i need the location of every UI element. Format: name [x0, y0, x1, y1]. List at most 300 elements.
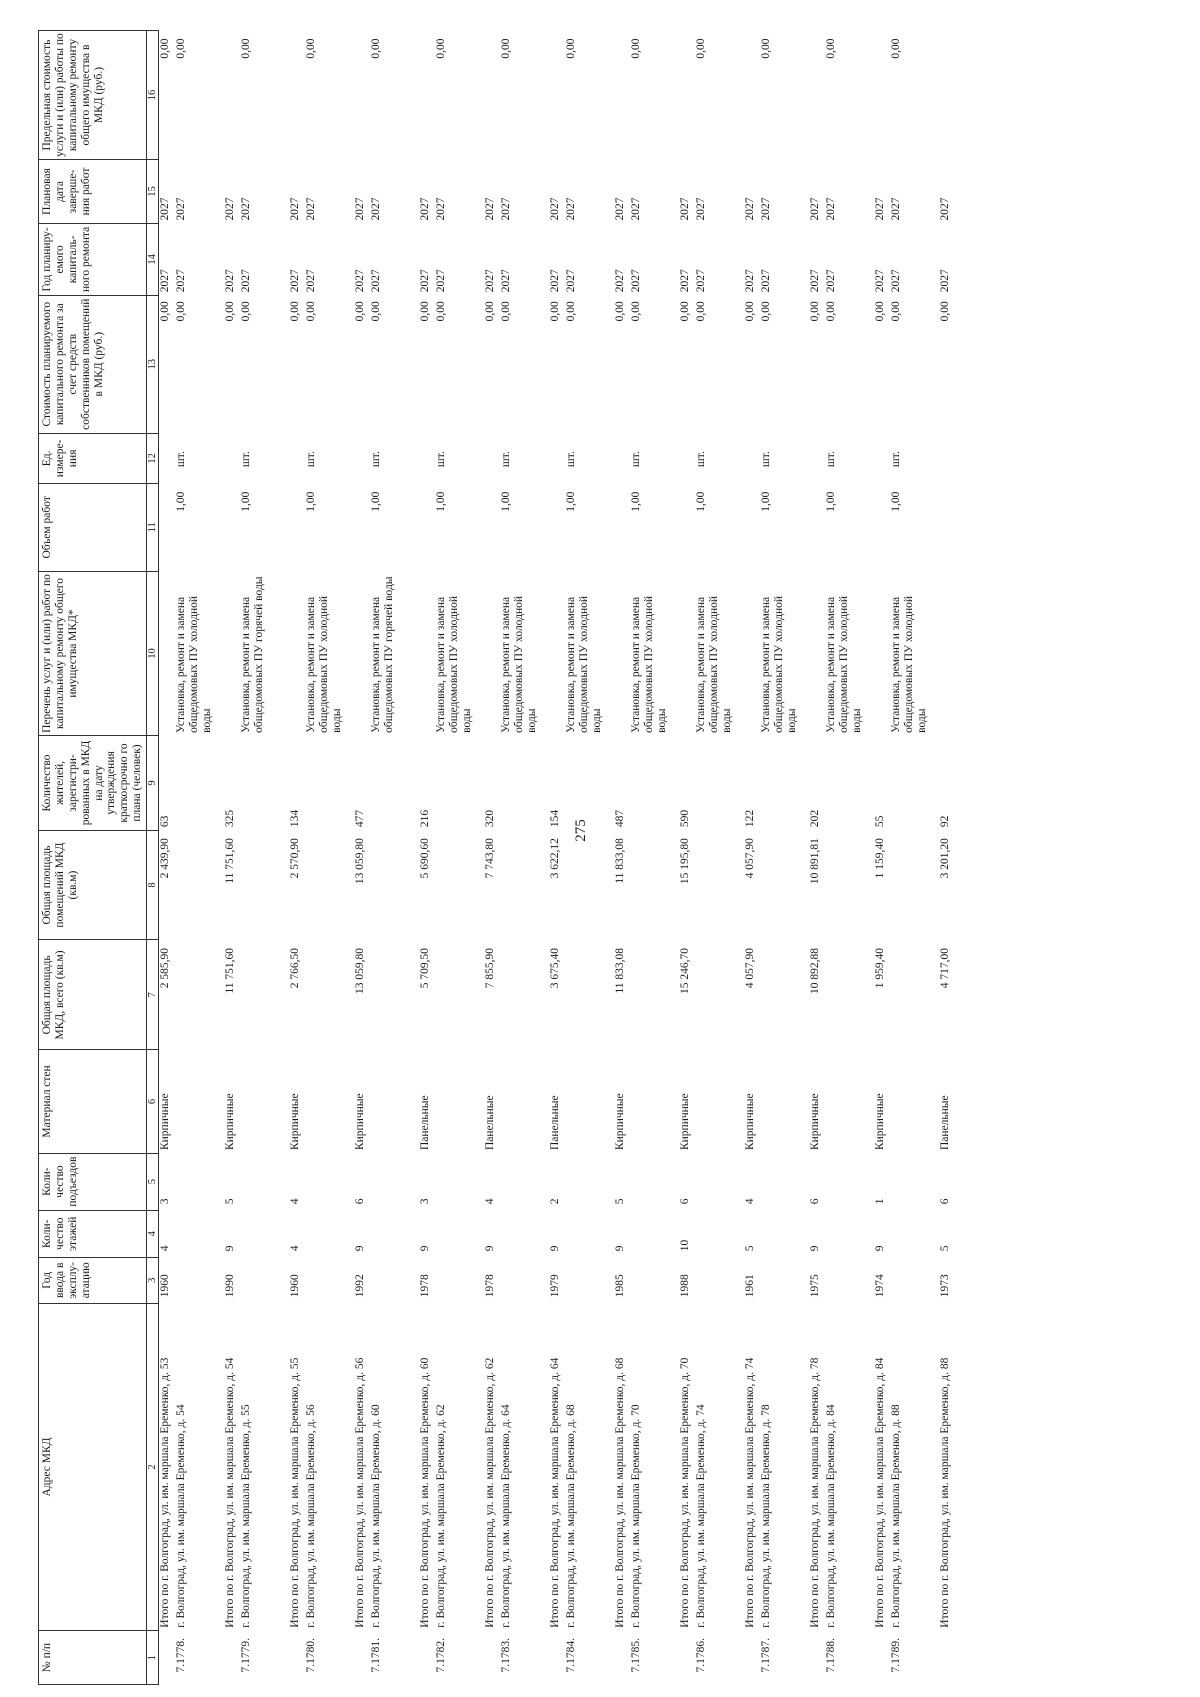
max-cost-cell [809, 31, 825, 160]
table-row [890, 31, 939, 1685]
premises-area-cell: 11 833,08 [614, 838, 626, 884]
year-built-cell: 1960 [159, 1274, 171, 1298]
address-cell: г. Волгоград, ул. им. маршала Еременко, д. 54 [175, 1404, 187, 1628]
owner-cost-cell: 0,00 [435, 301, 447, 322]
year-built-cell [695, 1257, 744, 1303]
max-cost-cell [354, 31, 370, 160]
entrances-cell: 3 [419, 1198, 431, 1205]
year-built-cell [435, 1257, 484, 1303]
total-area-cell [760, 940, 809, 1050]
wall-material-cell [240, 1050, 289, 1153]
column-number-row [147, 31, 159, 1685]
col-number: 5 [147, 1153, 159, 1210]
max-cost-cell [614, 31, 630, 160]
total-area-cell [305, 940, 354, 1050]
residents-cell [435, 736, 484, 830]
repair-year-cell: 2027 [370, 269, 382, 293]
premises-area-cell: 7 743,80 [484, 838, 496, 879]
floors-cell [240, 1210, 289, 1257]
works-list-cell: Установка, ремонт и замена общедомовых ПУ холодной воды [435, 595, 473, 733]
wall-material-cell [630, 1050, 679, 1153]
residents-cell: 216 [419, 809, 431, 828]
premises-area-cell: 3 622,12 [549, 838, 561, 879]
year-built-cell: 1974 [874, 1274, 886, 1298]
wall-material-cell [825, 1050, 874, 1153]
repair-year-cell: 2027 [825, 269, 837, 293]
work-volume-cell [939, 484, 955, 571]
item-number-cell: 7.1784. [565, 1638, 577, 1673]
works-list-cell [874, 571, 890, 736]
item-number-cell [679, 1631, 695, 1685]
year-built-cell [370, 1257, 419, 1303]
completion-date-cell: 2027 [159, 197, 171, 221]
premises-area-cell: 2 439,90 [159, 838, 171, 879]
completion-date-cell: 2027 [305, 197, 317, 221]
total-row [159, 31, 176, 1685]
completion-date-cell: 2027 [549, 197, 561, 221]
address-cell: г. Волгоград, ул. им. маршала Еременко, д. 56 [305, 1404, 317, 1628]
entrances-cell: 6 [809, 1198, 821, 1205]
unit-cell: шт. [760, 451, 772, 468]
premises-area-cell: 3 201,20 [939, 838, 951, 879]
owner-cost-cell: 0,00 [354, 301, 366, 322]
col-number: 7 [147, 940, 159, 1050]
address-cell: г. Волгоград, ул. им. маршала Еременко, д. 78 [760, 1404, 772, 1628]
max-cost-cell [224, 31, 240, 160]
floors-cell: 9 [419, 1245, 431, 1252]
wall-material-cell: Кирпичные [224, 1093, 236, 1151]
table-row [370, 31, 419, 1685]
unit-cell [939, 433, 955, 483]
col-header-repair-year: Год планиру-емого капиталь-ного ремонта [39, 223, 147, 295]
premises-area-cell [175, 830, 224, 940]
owner-cost-cell: 0,00 [695, 301, 707, 322]
residents-cell [500, 736, 549, 830]
repair-year-cell: 2027 [614, 269, 626, 293]
address-cell: г. Волгоград, ул. им. маршала Еременко, д. 55 [240, 1404, 252, 1628]
total-area-cell: 4 717,00 [939, 947, 951, 989]
item-number-cell [224, 1631, 240, 1685]
wall-material-cell: Кирпичные [354, 1093, 366, 1151]
unit-cell: шт. [500, 451, 512, 468]
works-list-cell: Установка, ремонт и замена общедомовых ПУ холодной воды [695, 595, 733, 733]
floors-cell: 9 [874, 1245, 886, 1252]
owner-cost-cell: 0,00 [939, 301, 951, 322]
unit-cell [484, 433, 500, 483]
completion-date-cell: 2027 [419, 197, 431, 221]
works-list-cell: Установка, ремонт и замена общедомовых ПУ холодной воды [175, 595, 213, 733]
floors-cell [175, 1210, 224, 1257]
works-list-cell [939, 571, 955, 736]
year-built-cell: 1979 [549, 1274, 561, 1298]
unit-cell [614, 433, 630, 483]
entrances-cell: 6 [939, 1198, 951, 1205]
year-built-cell: 1961 [744, 1274, 756, 1298]
max-cost-cell [874, 31, 890, 160]
floors-cell: 9 [614, 1245, 626, 1252]
wall-material-cell: Кирпичные [159, 1093, 171, 1151]
wall-material-cell [305, 1050, 354, 1153]
max-cost-cell [679, 31, 695, 160]
address-cell: Итого по г. Волгоград, ул. им. маршала Еременко, д. 88 [939, 1357, 951, 1628]
residents-cell: 55 [874, 815, 886, 828]
owner-cost-cell: 0,00 [175, 301, 187, 322]
repair-year-cell: 2027 [549, 269, 561, 293]
work-volume-cell: 1,00 [435, 491, 447, 512]
total-area-cell: 2 585,90 [159, 947, 171, 989]
year-built-cell [175, 1257, 224, 1303]
unit-cell: шт. [240, 451, 252, 468]
total-area-cell: 3 675,40 [549, 947, 561, 989]
premises-area-cell: 1 159,40 [874, 838, 886, 879]
works-list-cell [224, 571, 240, 736]
total-area-cell [240, 940, 289, 1050]
unit-cell [874, 433, 890, 483]
col-number: 6 [147, 1050, 159, 1153]
total-area-cell: 15 246,70 [679, 947, 691, 994]
total-row [679, 31, 695, 1685]
year-built-cell: 1988 [679, 1274, 691, 1298]
max-cost-cell: 0,00 [240, 38, 252, 59]
unit-cell [549, 433, 565, 483]
residents-cell [825, 736, 874, 830]
works-list-cell [159, 571, 176, 736]
work-volume-cell: 1,00 [370, 491, 382, 512]
total-area-cell [565, 940, 614, 1050]
floors-cell: 9 [484, 1245, 496, 1252]
capital-repair-table [38, 30, 955, 1685]
col-header-works-list: Перечень услуг и (или) работ по капитальному ремонту общего имущества МКД* [39, 571, 147, 736]
item-number-cell: 7.1780. [305, 1638, 317, 1673]
address-cell: Итого по г. Волгоград, ул. им. маршала Еременко, д. 55 [289, 1357, 301, 1628]
owner-cost-cell: 0,00 [159, 301, 171, 322]
max-cost-cell [549, 31, 565, 160]
floors-cell: 4 [159, 1245, 171, 1252]
total-row [809, 31, 825, 1685]
floors-cell [370, 1210, 419, 1257]
unit-cell: шт. [825, 451, 837, 468]
work-volume-cell [549, 484, 565, 571]
repair-year-cell: 2027 [760, 269, 772, 293]
repair-year-cell: 2027 [500, 269, 512, 293]
completion-date-cell: 2027 [240, 197, 252, 221]
unit-cell: шт. [370, 451, 382, 468]
address-cell: Итого по г. Волгоград, ул. им. маршала Еременко, д. 56 [354, 1357, 366, 1628]
col-header-premises-area: Общая площадь помещений МКД (кв.м) [39, 830, 147, 940]
year-built-cell: 1978 [419, 1274, 431, 1298]
works-list-cell: Установка, ремонт и замена общедомовых ПУ холодной воды [305, 595, 343, 733]
col-number: 15 [147, 160, 159, 224]
max-cost-cell [289, 31, 305, 160]
repair-year-cell: 2027 [175, 269, 187, 293]
work-volume-cell [874, 484, 890, 571]
entrances-cell: 6 [354, 1198, 366, 1205]
residents-cell [630, 736, 679, 830]
work-volume-cell: 1,00 [890, 491, 902, 512]
col-number: 10 [147, 571, 159, 736]
address-cell: г. Волгоград, ул. им. маршала Еременко, д. 70 [630, 1404, 642, 1628]
repair-year-cell: 2027 [695, 269, 707, 293]
wall-material-cell: Панельные [939, 1095, 951, 1151]
col-number: 1 [147, 1631, 159, 1685]
premises-area-cell [370, 830, 419, 940]
owner-cost-cell: 0,00 [305, 301, 317, 322]
owner-cost-cell: 0,00 [549, 301, 561, 322]
total-area-cell: 13 059,80 [354, 947, 366, 994]
work-volume-cell [679, 484, 695, 571]
owner-cost-cell: 0,00 [744, 301, 756, 322]
unit-cell: шт. [565, 451, 577, 468]
year-built-cell [305, 1257, 354, 1303]
works-list-cell: Установка, ремонт и замена общедомовых ПУ холодной воды [500, 595, 538, 733]
item-number-cell [809, 1631, 825, 1685]
entrances-cell [565, 1153, 614, 1210]
max-cost-cell: 0,00 [695, 38, 707, 59]
year-built-cell: 1985 [614, 1274, 626, 1298]
residents-cell: 134 [289, 809, 301, 828]
item-number-cell [354, 1631, 370, 1685]
completion-date-cell: 2027 [435, 197, 447, 221]
floors-cell [825, 1210, 874, 1257]
item-number-cell [549, 1631, 565, 1685]
repair-year-cell: 2027 [289, 269, 301, 293]
entrances-cell [175, 1153, 224, 1210]
completion-date-cell: 2027 [500, 197, 512, 221]
work-volume-cell [224, 484, 240, 571]
item-number-cell [419, 1631, 435, 1685]
total-row [549, 31, 565, 1685]
wall-material-cell: Кирпичные [744, 1093, 756, 1151]
completion-date-cell: 2027 [760, 197, 772, 221]
work-volume-cell: 1,00 [175, 491, 187, 512]
owner-cost-cell: 0,00 [419, 301, 431, 322]
owner-cost-cell: 0,00 [484, 301, 496, 322]
owner-cost-cell: 0,00 [825, 301, 837, 322]
unit-cell [224, 433, 240, 483]
repair-year-cell: 2027 [939, 269, 951, 293]
floors-cell: 9 [549, 1245, 561, 1252]
total-area-cell [630, 940, 679, 1050]
unit-cell: шт. [435, 451, 447, 468]
col-header-address: Адрес МКД [39, 1303, 147, 1630]
owner-cost-cell: 0,00 [614, 301, 626, 322]
item-number-cell [159, 1631, 176, 1685]
floors-cell [565, 1210, 614, 1257]
entrances-cell: 4 [289, 1198, 301, 1205]
max-cost-cell: 0,00 [370, 38, 382, 59]
residents-cell: 63 [159, 815, 171, 828]
unit-cell [289, 433, 305, 483]
header-row [39, 31, 147, 1685]
entrances-cell: 4 [484, 1198, 496, 1205]
address-cell: Итого по г. Волгоград, ул. им. маршала Еременко, д. 78 [809, 1357, 821, 1628]
premises-area-cell: 5 690,60 [419, 838, 431, 879]
unit-cell: шт. [695, 451, 707, 468]
col-number: 16 [147, 31, 159, 160]
col-number: 2 [147, 1303, 159, 1630]
residents-cell: 92 [939, 815, 951, 828]
unit-cell [159, 433, 176, 483]
unit-cell: шт. [175, 451, 187, 468]
total-area-cell [175, 940, 224, 1050]
item-number-cell: 7.1779. [240, 1638, 252, 1673]
total-row [614, 31, 630, 1685]
address-cell: Итого по г. Волгоград, ул. им. маршала Еременко, д. 68 [614, 1357, 626, 1628]
item-number-cell [614, 1631, 630, 1685]
max-cost-cell: 0,00 [435, 38, 447, 59]
owner-cost-cell: 0,00 [224, 301, 236, 322]
total-area-cell: 10 892,88 [809, 947, 821, 994]
owner-cost-cell: 0,00 [679, 301, 691, 322]
entrances-cell [695, 1153, 744, 1210]
year-built-cell: 1992 [354, 1274, 366, 1298]
col-number: 4 [147, 1210, 159, 1257]
works-list-cell [549, 571, 565, 736]
completion-date-cell: 2027 [744, 197, 756, 221]
address-cell: г. Волгоград, ул. им. маршала Еременко, д. 74 [695, 1404, 707, 1628]
entrances-cell: 2 [549, 1198, 561, 1205]
residents-cell [890, 736, 939, 830]
entrances-cell [890, 1153, 939, 1210]
table-row [435, 31, 484, 1685]
residents-cell: 477 [354, 809, 366, 828]
col-header-unit: Ед. измере-ния [39, 433, 147, 483]
repair-year-cell: 2027 [240, 269, 252, 293]
table-row [760, 31, 809, 1685]
page-number: 275 [572, 819, 589, 842]
work-volume-cell [419, 484, 435, 571]
repair-year-cell: 2027 [419, 269, 431, 293]
repair-year-cell: 2027 [874, 269, 886, 293]
total-area-cell: 2 766,50 [289, 947, 301, 989]
repair-year-cell: 2027 [630, 269, 642, 293]
work-volume-cell: 1,00 [500, 491, 512, 512]
year-built-cell [825, 1257, 874, 1303]
works-list-cell: Установка, ремонт и замена общедомовых ПУ холодной воды [760, 595, 798, 733]
owner-cost-cell: 0,00 [500, 301, 512, 322]
max-cost-cell: 0,00 [760, 38, 772, 59]
max-cost-cell: 0,00 [825, 38, 837, 59]
address-cell: Итого по г. Волгоград, ул. им. маршала Еременко, д. 62 [484, 1357, 496, 1628]
completion-date-cell: 2027 [630, 197, 642, 221]
residents-cell [760, 736, 809, 830]
col-header-volume: Объем работ [39, 484, 147, 571]
col-number: 12 [147, 433, 159, 483]
premises-area-cell [825, 830, 874, 940]
work-volume-cell: 1,00 [760, 491, 772, 512]
max-cost-cell: 0,00 [175, 38, 187, 59]
address-cell: Итого по г. Волгоград, ул. им. маршала Еременко, д. 74 [744, 1357, 756, 1628]
residents-cell [370, 736, 419, 830]
item-number-cell: 7.1789. [890, 1638, 902, 1673]
works-list-cell [289, 571, 305, 736]
floors-cell: 5 [939, 1245, 951, 1252]
works-list-cell [614, 571, 630, 736]
entrances-cell [370, 1153, 419, 1210]
wall-material-cell [565, 1050, 614, 1153]
year-built-cell: 1978 [484, 1274, 496, 1298]
year-built-cell: 1975 [809, 1274, 821, 1298]
work-volume-cell: 1,00 [695, 491, 707, 512]
address-cell: Итого по г. Волгоград, ул. им. маршала Еременко, д. 70 [679, 1357, 691, 1628]
premises-area-cell [305, 830, 354, 940]
owner-cost-cell: 0,00 [630, 301, 642, 322]
col-number: 14 [147, 223, 159, 295]
total-area-cell: 11 833,08 [614, 947, 626, 994]
address-cell: г. Волгоград, ул. им. маршала Еременко, д. 68 [565, 1404, 577, 1628]
address-cell: Итого по г. Волгоград, ул. им. маршала Еременко, д. 64 [549, 1357, 561, 1628]
premises-area-cell [240, 830, 289, 940]
unit-cell: шт. [890, 451, 902, 468]
wall-material-cell: Кирпичные [614, 1093, 626, 1151]
total-area-cell: 4 057,90 [744, 947, 756, 989]
unit-cell [419, 433, 435, 483]
address-cell: г. Волгоград, ул. им. маршала Еременко, д. 64 [500, 1404, 512, 1628]
premises-area-cell: 2 570,90 [289, 838, 301, 879]
residents-cell: 325 [224, 809, 236, 828]
work-volume-cell: 1,00 [565, 491, 577, 512]
wall-material-cell: Кирпичные [679, 1093, 691, 1151]
col-number: 8 [147, 830, 159, 940]
total-row [224, 31, 240, 1685]
residents-cell: 154 [549, 809, 561, 828]
col-number: 13 [147, 295, 159, 433]
year-built-cell [630, 1257, 679, 1303]
total-area-cell [370, 940, 419, 1050]
total-row [289, 31, 305, 1685]
premises-area-cell [435, 830, 484, 940]
col-number: 3 [147, 1257, 159, 1303]
entrances-cell [435, 1153, 484, 1210]
floors-cell: 9 [809, 1245, 821, 1252]
max-cost-cell [484, 31, 500, 160]
completion-date-cell: 2027 [809, 197, 821, 221]
floors-cell: 9 [224, 1245, 236, 1252]
residents-cell: 487 [614, 809, 626, 828]
year-built-cell: 1973 [939, 1274, 951, 1298]
residents-cell: 590 [679, 809, 691, 828]
wall-material-cell: Кирпичные [289, 1093, 301, 1151]
unit-cell [354, 433, 370, 483]
entrances-cell [825, 1153, 874, 1210]
works-list-cell: Установка, ремонт и замена общедомовых ПУ горячей воды [370, 576, 395, 733]
year-built-cell [565, 1257, 614, 1303]
residents-cell [695, 736, 744, 830]
item-number-cell [744, 1631, 760, 1685]
col-header-residents: Количество жителей, зарегистри-рованных в МКД на дату утверждения краткосрочно го плана (человек) [39, 736, 147, 830]
item-number-cell: 7.1786. [695, 1638, 707, 1673]
owner-cost-cell: 0,00 [809, 301, 821, 322]
premises-area-cell: 10 891,81 [809, 838, 821, 885]
repair-year-cell: 2027 [435, 269, 447, 293]
works-list-cell: Установка, ремонт и замена общедомовых ПУ горячей воды [240, 576, 265, 733]
residents-cell [565, 736, 614, 830]
premises-area-cell [565, 830, 614, 940]
wall-material-cell: Панельные [549, 1095, 561, 1151]
table-row [500, 31, 549, 1685]
entrances-cell [305, 1153, 354, 1210]
total-row [354, 31, 370, 1685]
year-built-cell [760, 1257, 809, 1303]
total-area-cell: 11 751,60 [224, 947, 236, 994]
total-row [484, 31, 500, 1685]
address-cell: Итого по г. Волгоград, ул. им. маршала Еременко, д. 54 [224, 1357, 236, 1628]
year-built-cell [890, 1257, 939, 1303]
premises-area-cell [890, 830, 939, 940]
work-volume-cell [744, 484, 760, 571]
year-built-cell: 1990 [224, 1274, 236, 1298]
unit-cell [809, 433, 825, 483]
